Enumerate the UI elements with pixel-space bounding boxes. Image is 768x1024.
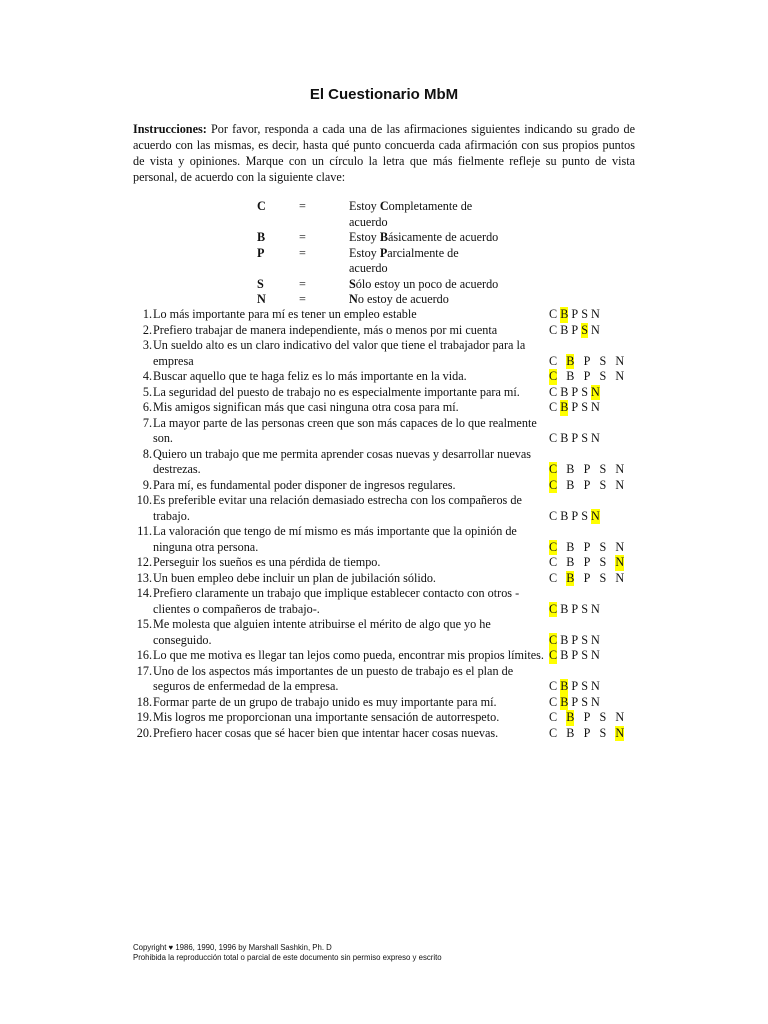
answer-option[interactable]: P bbox=[571, 384, 579, 399]
answer-option[interactable]: S bbox=[599, 369, 607, 383]
key-desc-pre: Estoy bbox=[349, 230, 380, 244]
question-row bbox=[130, 617, 645, 648]
question-number: 7. bbox=[142, 415, 152, 430]
question-number: 17. bbox=[136, 663, 152, 678]
question-number: 9. bbox=[142, 477, 152, 492]
answer-option[interactable]: P bbox=[571, 694, 579, 709]
key-letter: S bbox=[257, 276, 264, 291]
key-row bbox=[257, 199, 517, 230]
answer-option[interactable]: B bbox=[560, 508, 569, 523]
answer-option[interactable]: B bbox=[560, 694, 569, 709]
answer-option[interactable]: N bbox=[591, 601, 600, 616]
copyright-line: Copyright ♥ 1986, 1990, 1996 by Marshall Sashkin, Ph. D bbox=[133, 943, 332, 952]
answer-option[interactable]: B bbox=[566, 555, 575, 569]
answer-option[interactable]: P bbox=[571, 400, 579, 414]
answer-option[interactable]: C bbox=[549, 322, 558, 337]
answer-option[interactable]: C bbox=[549, 400, 558, 414]
instructions-label: Instrucciones: bbox=[133, 122, 207, 136]
question-number: 16. bbox=[136, 648, 152, 662]
key-desc-post: ásicamente de acuerdo bbox=[387, 230, 499, 244]
question-number: 13. bbox=[136, 570, 152, 585]
answer-option[interactable]: S bbox=[581, 384, 588, 399]
answer-options bbox=[549, 431, 600, 447]
answer-option[interactable]: C bbox=[549, 601, 558, 616]
question-text: Lo más importante para mí es tener un empleo estable bbox=[153, 307, 417, 321]
answer-option[interactable]: P bbox=[571, 648, 579, 662]
key-row bbox=[257, 230, 517, 246]
key-description bbox=[349, 246, 499, 277]
footer bbox=[133, 943, 442, 963]
answer-option[interactable]: B bbox=[566, 570, 575, 585]
answer-option[interactable]: P bbox=[583, 710, 591, 724]
answer-option[interactable]: B bbox=[566, 369, 575, 383]
answer-option[interactable]: N bbox=[591, 648, 600, 662]
answer-option[interactable]: N bbox=[591, 384, 600, 399]
answer-option[interactable]: B bbox=[566, 710, 575, 724]
answer-option[interactable]: B bbox=[560, 307, 569, 321]
question-text: Es preferible evitar una relación demasiado estrecha con los compañeros de trabajo. bbox=[153, 493, 522, 523]
question-row bbox=[130, 447, 645, 478]
answer-option[interactable]: B bbox=[560, 431, 569, 445]
question-row bbox=[130, 726, 645, 742]
answer-option[interactable]: P bbox=[583, 477, 591, 492]
answer-key bbox=[257, 199, 517, 308]
question-number: 20. bbox=[136, 725, 152, 740]
answer-option[interactable]: S bbox=[599, 477, 607, 492]
question-row bbox=[130, 695, 645, 711]
question-text: Mis amigos significan más que casi ninguna otra cosa para mí. bbox=[153, 400, 459, 414]
answer-options bbox=[549, 478, 624, 494]
answer-option[interactable]: P bbox=[571, 679, 579, 693]
answer-option[interactable]: N bbox=[591, 307, 600, 321]
key-desc-initial: S bbox=[349, 276, 356, 291]
question-number: 8. bbox=[142, 446, 152, 461]
answer-option[interactable]: C bbox=[549, 679, 558, 693]
answer-option[interactable]: S bbox=[599, 555, 607, 569]
key-equals: = bbox=[299, 230, 306, 244]
question-row bbox=[130, 323, 645, 339]
question-number: 10. bbox=[136, 493, 152, 507]
key-letter: N bbox=[257, 292, 266, 306]
question-number: 1. bbox=[142, 307, 152, 321]
answer-option[interactable]: N bbox=[615, 570, 625, 585]
instructions-text: Por favor, responda a cada una de las afirmaciones siguientes indicando su grado de acuerdo con las mismas, es decir, hasta qué punto concuerda cada afirmación con sus propios puntos de vista y opiniones. Marque con un círculo la letra que más fielmente refleje su punto de vista personal, de acuerdo con la siguiente clave: bbox=[133, 122, 635, 184]
answer-option[interactable]: P bbox=[583, 725, 591, 740]
answer-option[interactable]: S bbox=[599, 353, 607, 368]
answer-option[interactable]: C bbox=[549, 632, 558, 647]
answer-option[interactable]: N bbox=[591, 322, 600, 337]
answer-options bbox=[549, 462, 624, 478]
key-equals: = bbox=[299, 292, 306, 306]
question-row bbox=[130, 586, 645, 617]
answer-option[interactable]: S bbox=[581, 431, 588, 445]
answer-option[interactable]: P bbox=[571, 307, 579, 321]
answer-options bbox=[549, 307, 600, 323]
question-text: Perseguir los sueños es una pérdida de tiempo. bbox=[153, 555, 381, 569]
answer-option[interactable]: S bbox=[581, 400, 588, 414]
question-text: Lo que me motiva es llegar tan lejos como pueda, encontrar mis propios límites. bbox=[153, 648, 544, 662]
answer-option[interactable]: C bbox=[549, 694, 558, 709]
key-row bbox=[257, 277, 517, 293]
answer-option[interactable]: B bbox=[566, 539, 575, 554]
answer-option[interactable]: C bbox=[549, 353, 558, 368]
question-row bbox=[130, 478, 645, 494]
answer-option[interactable]: S bbox=[581, 601, 588, 616]
question-row bbox=[130, 307, 645, 323]
key-row bbox=[257, 292, 517, 308]
answer-option[interactable]: C bbox=[549, 431, 558, 445]
answer-option[interactable]: S bbox=[581, 307, 588, 321]
answer-option[interactable]: N bbox=[615, 462, 625, 476]
answer-option[interactable]: P bbox=[583, 555, 591, 569]
answer-option[interactable]: B bbox=[560, 400, 569, 414]
answer-option[interactable]: P bbox=[571, 601, 579, 616]
answer-option[interactable]: P bbox=[571, 322, 579, 337]
answer-option[interactable]: N bbox=[615, 555, 625, 569]
key-letter: C bbox=[257, 199, 266, 213]
question-row bbox=[130, 416, 645, 447]
question-text: Prefiero claramente un trabajo que implique establecer contacto con otros - clientes o compañeros de trabajo-. bbox=[153, 586, 520, 616]
answer-option[interactable]: S bbox=[581, 322, 588, 337]
answer-option[interactable]: B bbox=[560, 322, 569, 337]
answer-option[interactable]: S bbox=[581, 508, 588, 523]
answer-options bbox=[549, 323, 600, 339]
answer-option[interactable]: B bbox=[560, 384, 569, 399]
key-equals: = bbox=[299, 245, 306, 260]
question-text: Uno de los aspectos más importantes de un puesto de trabajo es el plan de seguros de enfermedad de la empresa. bbox=[153, 663, 514, 693]
answer-option[interactable]: S bbox=[599, 725, 607, 740]
answer-option[interactable]: C bbox=[549, 710, 558, 724]
key-row bbox=[257, 246, 517, 277]
key-equals: = bbox=[299, 199, 306, 213]
question-number: 5. bbox=[142, 384, 152, 399]
answer-option[interactable]: B bbox=[566, 725, 575, 740]
answer-option[interactable]: S bbox=[599, 462, 607, 476]
answer-option[interactable]: P bbox=[583, 539, 591, 554]
question-row bbox=[130, 555, 645, 571]
answer-option[interactable]: P bbox=[583, 369, 591, 383]
question-number: 6. bbox=[142, 400, 152, 414]
answer-option[interactable]: B bbox=[560, 679, 569, 693]
answer-option[interactable]: N bbox=[615, 369, 625, 383]
key-description bbox=[349, 277, 499, 293]
key-description bbox=[349, 292, 499, 308]
page-title: El Cuestionario MbM bbox=[309, 86, 459, 103]
question-row bbox=[130, 664, 645, 695]
answer-option[interactable]: N bbox=[615, 710, 625, 724]
key-desc-initial: N bbox=[349, 292, 358, 306]
answer-option[interactable]: S bbox=[581, 694, 588, 709]
question-text: Quiero un trabajo que me permita aprender cosas nuevas y desarrollar nuevas destrezas. bbox=[153, 446, 532, 476]
key-desc-post: o estoy de acuerdo bbox=[357, 292, 449, 306]
key-letter: B bbox=[257, 230, 266, 244]
question-number: 19. bbox=[136, 710, 152, 724]
question-number: 2. bbox=[142, 322, 152, 337]
answer-options bbox=[549, 679, 600, 695]
question-text: Me molesta que alguien intente atribuirse el mérito de algo que yo he conseguido. bbox=[153, 617, 491, 647]
question-row bbox=[130, 493, 645, 524]
answer-option[interactable]: S bbox=[581, 648, 588, 662]
question-row bbox=[130, 648, 645, 664]
key-desc-initial: P bbox=[379, 245, 388, 260]
question-row bbox=[130, 710, 645, 726]
answer-option[interactable]: P bbox=[571, 431, 579, 445]
answer-option[interactable]: C bbox=[549, 477, 558, 492]
answer-options bbox=[549, 571, 624, 587]
answer-option[interactable]: S bbox=[599, 539, 607, 554]
answer-option[interactable]: N bbox=[591, 508, 600, 523]
answer-option[interactable]: C bbox=[549, 307, 558, 321]
key-description bbox=[349, 199, 499, 230]
answer-option[interactable]: C bbox=[549, 725, 558, 740]
answer-options bbox=[549, 540, 624, 556]
answer-options bbox=[549, 400, 600, 416]
answer-options bbox=[549, 369, 624, 385]
answer-options bbox=[549, 695, 600, 711]
answer-options bbox=[549, 509, 600, 525]
answer-option[interactable]: C bbox=[549, 508, 558, 523]
question-row bbox=[130, 571, 645, 587]
question-text: Un sueldo alto es un claro indicativo del valor que tiene el trabajador para la empresa bbox=[153, 338, 526, 368]
key-equals: = bbox=[299, 276, 306, 291]
answer-options bbox=[549, 602, 600, 618]
answer-options bbox=[549, 648, 600, 664]
answer-option[interactable]: S bbox=[581, 679, 588, 693]
answer-option[interactable]: N bbox=[591, 632, 600, 647]
key-desc-initial: C bbox=[379, 199, 389, 213]
question-text: Un buen empleo debe incluir un plan de jubilación sólido. bbox=[153, 570, 436, 585]
answer-option[interactable]: P bbox=[571, 632, 579, 647]
answer-option[interactable]: N bbox=[615, 477, 625, 492]
reproduction-notice: Prohibida la reproducción total o parcial de este documento sin permiso expreso y escrito bbox=[133, 953, 442, 962]
answer-option[interactable]: S bbox=[599, 710, 607, 724]
question-text: Mis logros me proporcionan una importante sensación de autorrespeto. bbox=[153, 710, 500, 724]
key-letter: P bbox=[257, 245, 265, 260]
question-text: La mayor parte de las personas creen que son más capaces de lo que realmente son. bbox=[153, 415, 537, 445]
question-text: Prefiero trabajar de manera independiente, más o menos por mi cuenta bbox=[153, 322, 498, 337]
answer-options bbox=[549, 710, 624, 726]
answer-option[interactable]: B bbox=[560, 648, 569, 662]
answer-option[interactable]: N bbox=[615, 725, 625, 740]
question-text: La valoración que tengo de mí mismo es más importante que la opinión de ninguna otra persona. bbox=[153, 524, 517, 554]
question-number: 11. bbox=[137, 524, 152, 538]
question-number: 15. bbox=[136, 617, 152, 631]
key-desc-post: arcialmente de acuerdo bbox=[349, 245, 459, 275]
answer-option[interactable]: S bbox=[599, 570, 607, 585]
answer-option[interactable]: N bbox=[591, 400, 600, 414]
answer-option[interactable]: C bbox=[549, 648, 558, 662]
answer-option[interactable]: B bbox=[560, 632, 569, 647]
answer-option[interactable]: B bbox=[566, 477, 575, 492]
key-desc-post: ompletamente de acuerdo bbox=[349, 199, 473, 229]
key-desc-initial: B bbox=[379, 230, 388, 244]
answer-option[interactable]: P bbox=[583, 462, 591, 476]
question-row bbox=[130, 385, 645, 401]
answer-option[interactable]: P bbox=[571, 508, 579, 523]
answer-option[interactable]: P bbox=[583, 570, 591, 585]
answer-option[interactable]: P bbox=[583, 353, 591, 368]
question-row bbox=[130, 524, 645, 555]
answer-option[interactable]: C bbox=[549, 555, 558, 569]
question-text: Formar parte de un grupo de trabajo unido es muy importante para mí. bbox=[153, 694, 497, 709]
question-text: Buscar aquello que te haga feliz es lo más importante en la vida. bbox=[153, 369, 467, 383]
question-text: La seguridad del puesto de trabajo no es especialmente importante para mí. bbox=[153, 384, 520, 399]
key-desc-post: ólo estoy un poco de acuerdo bbox=[355, 276, 499, 291]
answer-options bbox=[549, 385, 600, 401]
answer-option[interactable]: C bbox=[549, 384, 558, 399]
answer-option[interactable]: B bbox=[566, 353, 575, 368]
answer-options bbox=[549, 555, 624, 571]
answer-option[interactable]: S bbox=[581, 632, 588, 647]
question-number: 3. bbox=[142, 338, 152, 352]
answer-options bbox=[549, 633, 600, 649]
question-number: 12. bbox=[136, 555, 152, 569]
question-row bbox=[130, 369, 645, 385]
question-row bbox=[130, 338, 645, 369]
question-number: 14. bbox=[136, 586, 152, 600]
answer-option[interactable]: B bbox=[560, 601, 569, 616]
question-row bbox=[130, 400, 645, 416]
question-number: 18. bbox=[136, 694, 152, 709]
answer-option[interactable]: C bbox=[549, 462, 558, 476]
answer-options bbox=[549, 354, 624, 370]
answer-option[interactable]: N bbox=[615, 539, 625, 554]
answer-option[interactable]: N bbox=[591, 431, 600, 445]
question-list bbox=[130, 307, 645, 741]
key-desc-pre: Estoy bbox=[349, 199, 380, 213]
answer-option[interactable]: N bbox=[591, 694, 600, 709]
question-text: Prefiero hacer cosas que sé hacer bien que intentar hacer cosas nuevas. bbox=[153, 725, 499, 740]
answer-options bbox=[549, 726, 624, 742]
answer-option[interactable]: C bbox=[549, 539, 558, 554]
key-desc-pre: Estoy bbox=[349, 245, 380, 260]
answer-option[interactable]: N bbox=[591, 679, 600, 693]
key-description bbox=[349, 230, 499, 246]
question-number: 4. bbox=[142, 369, 152, 383]
question-text: Para mí, es fundamental poder disponer de ingresos regulares. bbox=[153, 477, 456, 492]
answer-option[interactable]: C bbox=[549, 369, 558, 383]
instructions-paragraph bbox=[133, 121, 635, 185]
answer-option[interactable]: C bbox=[549, 570, 558, 585]
answer-option[interactable]: B bbox=[566, 462, 575, 476]
answer-option[interactable]: N bbox=[615, 353, 625, 368]
